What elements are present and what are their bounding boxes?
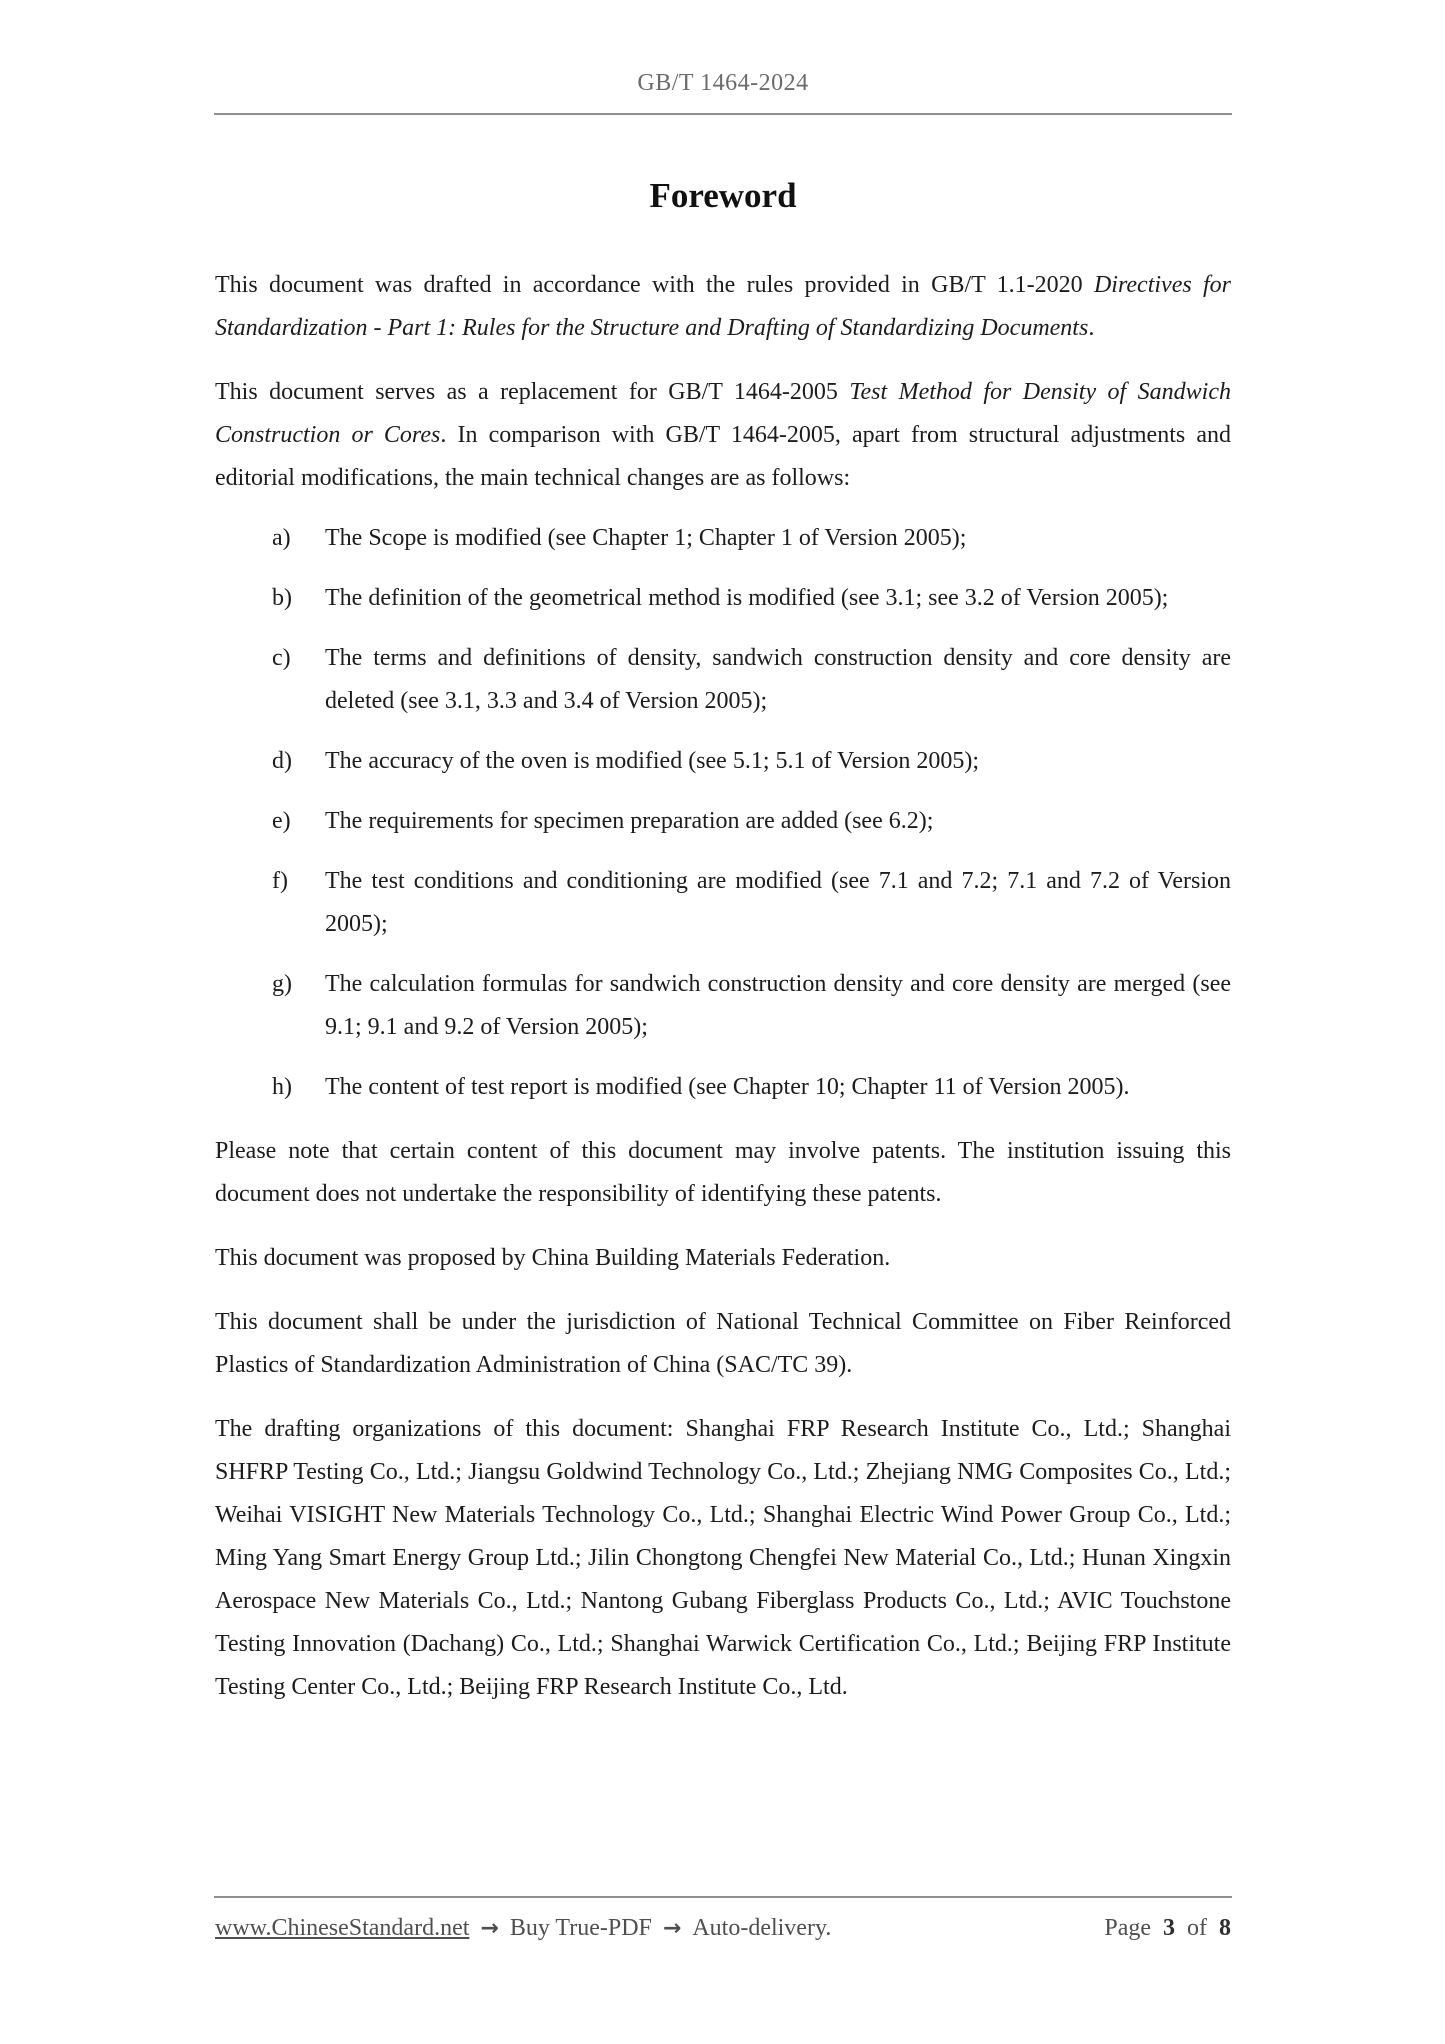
list-item xyxy=(215,800,1231,843)
footer-rule xyxy=(214,1896,1232,1898)
page-title: Foreword xyxy=(649,176,797,215)
paragraph-replacement-italic: Test Method for Density of Sandwich Construction or Cores xyxy=(215,379,1231,448)
document-body xyxy=(215,264,1231,1709)
page-total: 8 xyxy=(1219,1915,1231,1941)
page-label: Page xyxy=(1104,1915,1151,1941)
paragraph-drafted-pre: This document was drafted in accordance with the rules provided in GB/T 1.1-2020 xyxy=(215,272,1094,298)
paragraph-drafters: The drafting organizations of this document: Shanghai FRP Research Institute Co., Ltd.; Shanghai SHFRP Testing Co., Ltd.; Jiangsu Goldwind Technology Co., Ltd.; Zhejiang NMG Composites Co., Ltd.; Weihai VISIGHT New Materials Technology Co., Ltd.; Shanghai Electric Wind Power Group Co., Ltd.; Ming Yang Smart Energy Group Ltd.; Jilin Chongtong Chengfei New Material Co., Ltd.; Hunan Xingxin Aerospace New Materials Co., Ltd.; Nantong Gubang Fiberglass Products Co., Ltd.; AVIC Touchstone Testing Innovation (Dachang) Co., Ltd.; Shanghai Warwick Certification Co., Ltd.; Beijing FRP Institute Testing Center Co., Ltd.; Beijing FRP Research Institute Co., Ltd. xyxy=(215,1416,1231,1700)
list-item xyxy=(215,637,1231,723)
list-item-text: The content of test report is modified (see Chapter 10; Chapter 11 of Version 2005). xyxy=(325,1074,1130,1100)
list-item-label: g) xyxy=(272,971,292,997)
list-item-text: The accuracy of the oven is modified (see 5.1; 5.1 of Version 2005); xyxy=(325,748,980,774)
list-item-label: h) xyxy=(272,1074,292,1100)
footer-buy-text: Buy True-PDF xyxy=(509,1915,652,1941)
list-item xyxy=(215,517,1231,560)
paragraph-replacement-post: . In comparison with GB/T 1464-2005, apart from structural adjustments and editorial modifications, the main technical changes are as follows: xyxy=(215,422,1231,491)
list-item xyxy=(215,740,1231,783)
paragraph-jurisdiction: This document shall be under the jurisdiction of National Technical Committee on Fiber Reinforced Plastics of Standardization Administration of China (SAC/TC 39). xyxy=(215,1309,1231,1378)
paragraph-drafted-post: . xyxy=(1088,315,1095,341)
list-item-label: b) xyxy=(272,585,292,611)
list-item-label: f) xyxy=(272,868,288,894)
technical-changes-list xyxy=(215,517,1231,1109)
list-item-label: a) xyxy=(272,525,291,551)
paragraph-drafted xyxy=(215,264,1231,350)
list-item-label: d) xyxy=(272,748,292,774)
right-arrow-icon: → xyxy=(480,1916,499,1941)
list-item-text: The requirements for specimen preparation are added (see 6.2); xyxy=(325,808,934,834)
list-item-text: The Scope is modified (see Chapter 1; Chapter 1 of Version 2005); xyxy=(325,525,967,551)
list-item-text: The test conditions and conditioning are modified (see 7.1 and 7.2; 7.1 and 7.2 of Version 2005); xyxy=(325,868,1231,937)
page-current: 3 xyxy=(1163,1915,1175,1941)
list-item-text: The terms and definitions of density, sandwich construction density and core density are deleted (see 3.1, 3.3 and 3.4 of Version 2005); xyxy=(325,645,1231,714)
page-indicator xyxy=(1104,1915,1231,1942)
footer-promo xyxy=(215,1915,831,1942)
header-doc-number: GB/T 1464-2024 xyxy=(637,70,809,96)
paragraph-replacement-pre: This document serves as a replacement for GB/T 1464-2005 xyxy=(215,379,850,405)
list-item-text: The calculation formulas for sandwich construction density and core density are merged (see 9.1; 9.1 and 9.2 of Version 2005); xyxy=(325,971,1231,1040)
footer-website-link[interactable]: www.ChineseStandard.net xyxy=(215,1915,470,1941)
paragraph-replacement xyxy=(215,371,1231,500)
list-item xyxy=(215,577,1231,620)
list-item-label: e) xyxy=(272,808,291,834)
paragraph-patents: Please note that certain content of this document may involve patents. The institution issuing this document does not undertake the responsibility of identifying these patents. xyxy=(215,1138,1231,1207)
paragraph-proposed: This document was proposed by China Building Materials Federation. xyxy=(215,1245,891,1271)
header-rule xyxy=(214,113,1232,115)
footer-delivery-text: Auto-delivery. xyxy=(692,1915,832,1941)
page-of-label: of xyxy=(1187,1915,1207,1941)
list-item-text: The definition of the geometrical method is modified (see 3.1; see 3.2 of Version 2005); xyxy=(325,585,1169,611)
page-footer xyxy=(215,1915,1231,1942)
list-item xyxy=(215,963,1231,1049)
paragraph-drafted-italic: Directives for Standardization - Part 1: Rules for the Structure and Drafting of Standardizing Documents xyxy=(215,272,1231,341)
right-arrow-icon: → xyxy=(662,1916,682,1941)
list-item-label: c) xyxy=(272,645,291,671)
list-item xyxy=(215,1066,1231,1109)
list-item xyxy=(215,860,1231,946)
